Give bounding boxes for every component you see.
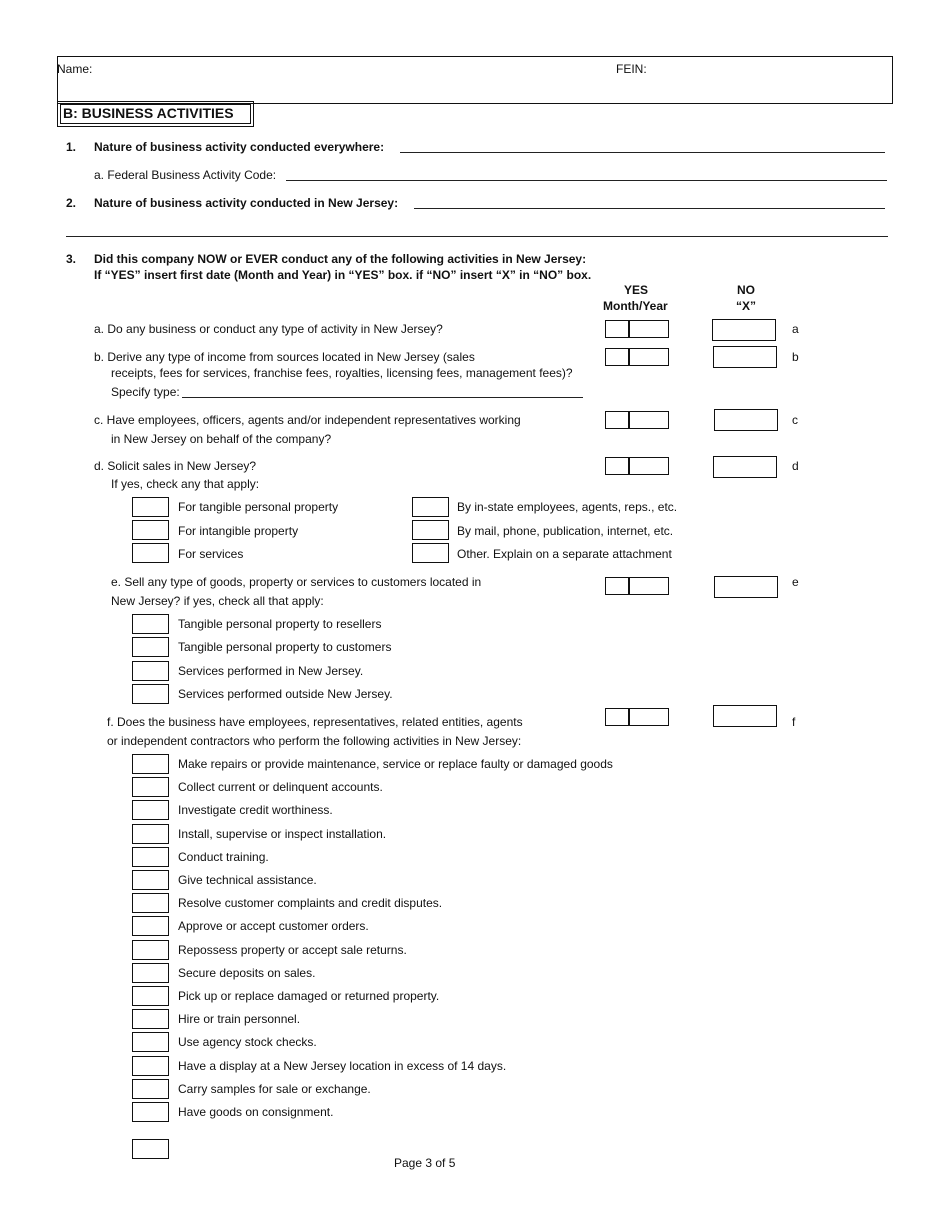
q3f-line1: f. Does the business have employees, representatives, related entities, agents (107, 715, 523, 729)
q3f-option-label: Have goods on consignment. (178, 1105, 334, 1119)
q3e-checkbox[interactable] (132, 614, 169, 634)
q3b-line1: b. Derive any type of income from sources located in New Jersey (sales (94, 350, 475, 364)
q3c-line2: in New Jersey on behalf of the company? (111, 432, 332, 446)
q3f-option-label: Use agency stock checks. (178, 1035, 317, 1050)
q3f-checkbox[interactable] (132, 1056, 169, 1076)
yes-column-header: YES (624, 283, 649, 297)
q3f-checkbox[interactable] (132, 824, 169, 844)
q3a-no-box[interactable] (712, 319, 776, 341)
q3a-yes-date-box[interactable] (605, 320, 669, 338)
q1a-answer-line[interactable] (286, 180, 887, 181)
no-column-subheader: “X” (736, 299, 757, 313)
q3d-option-label: Other. Explain on a separate attachment (457, 547, 672, 561)
q3b-specify-line[interactable] (182, 397, 583, 398)
q3e-yes-date-box[interactable] (605, 577, 669, 595)
q3e-checkbox[interactable] (132, 684, 169, 704)
q3f-checkbox[interactable] (132, 940, 169, 960)
q3a-letter: a (792, 322, 799, 336)
q3-line2: If “YES” insert first date (Month and Year) in “YES” box. if “NO” insert “X” in “NO” box. (94, 268, 592, 282)
fein-field[interactable] (652, 60, 888, 100)
name-field[interactable] (100, 60, 600, 100)
q3e-option-label: Services performed outside New Jersey. (178, 686, 393, 701)
q2-answer-line[interactable] (414, 208, 885, 209)
q3f-checkbox[interactable] (132, 916, 169, 936)
q3-line1: Did this company NOW or EVER conduct any of the following activities in New Jersey: (94, 252, 587, 266)
q3f-line2: or independent contractors who perform the following activities in New Jersey: (107, 734, 522, 748)
q3f-checkbox[interactable] (132, 1102, 169, 1122)
q3f-checkbox[interactable] (132, 777, 169, 797)
page-number: Page 3 of 5 (394, 1156, 456, 1170)
q3b-yes-date-box[interactable] (605, 348, 669, 366)
yes-column-subheader: Month/Year (603, 299, 668, 313)
q3d-option-label: By mail, phone, publication, internet, etc. (457, 524, 674, 538)
q3f-option-label: Pick up or replace damaged or returned property. (178, 989, 440, 1003)
q3f-checkbox[interactable] (132, 1009, 169, 1029)
q3c-letter: c (792, 413, 798, 427)
q3f-checkbox[interactable] (132, 847, 169, 867)
q3f-yes-date-box[interactable] (605, 708, 669, 726)
q3e-option-label: Services performed in New Jersey. (178, 663, 364, 678)
q3f-option-label: Carry samples for sale or exchange. (178, 1081, 371, 1096)
name-label: Name: (57, 62, 93, 76)
q3b-no-box[interactable] (713, 346, 777, 368)
fein-label: FEIN: (616, 62, 647, 76)
q3f-checkbox[interactable] (132, 870, 169, 890)
q3f-letter: f (792, 715, 796, 729)
section-title: B: BUSINESS ACTIVITIES (63, 105, 234, 121)
q3d-line1: d. Solicit sales in New Jersey? (94, 459, 257, 473)
q3c-line1: c. Have employees, officers, agents and/or independent representatives working (94, 413, 521, 427)
q3f-option-label: Resolve customer complaints and credit disputes. (178, 896, 443, 911)
q3f-option-label: Install, supervise or inspect installation. (178, 826, 387, 841)
q3e-no-box[interactable] (714, 576, 778, 598)
q3a-text: a. Do any business or conduct any type of activity in New Jersey? (94, 322, 443, 336)
q3b-letter: b (792, 350, 799, 364)
q3d-checkbox-mail[interactable] (412, 520, 449, 540)
q1a-text: a. Federal Business Activity Code: (94, 168, 277, 182)
q3f-option-label: Approve or accept customer orders. (178, 919, 369, 934)
q3d-option-label: For intangible property (178, 524, 299, 538)
q3d-option-label: For services (178, 547, 244, 561)
q3f-option-label: Make repairs or provide maintenance, service or replace faulty or damaged goods (178, 757, 613, 771)
q3f-checkbox[interactable] (132, 963, 169, 983)
q1-text: Nature of business activity conducted everywhere: (94, 140, 385, 154)
q3f-option-label: Repossess property or accept sale returns. (178, 942, 407, 957)
q3d-checkbox-other[interactable] (412, 543, 449, 563)
q3f-option-label: Investigate credit worthiness. (178, 803, 333, 818)
q3e-letter: e (792, 575, 799, 589)
q3c-no-box[interactable] (714, 409, 778, 431)
q2-answer-line-2[interactable] (66, 236, 888, 237)
q3f-checkbox[interactable] (132, 1032, 169, 1052)
q3d-line2: If yes, check any that apply: (111, 477, 260, 491)
q3f-extra-checkbox[interactable] (132, 1139, 169, 1159)
q3d-option-label: By in-state employees, agents, reps., etc. (457, 500, 678, 514)
q3d-checkbox-instate[interactable] (412, 497, 449, 517)
q3e-option-label: Tangible personal property to customers (178, 640, 392, 655)
q3d-checkbox-intangible[interactable] (132, 520, 169, 540)
q3d-yes-date-box[interactable] (605, 457, 669, 475)
q3f-option-label: Conduct training. (178, 849, 269, 864)
q3d-checkbox-tangible[interactable] (132, 497, 169, 517)
q3f-checkbox[interactable] (132, 754, 169, 774)
q3e-checkbox[interactable] (132, 661, 169, 681)
q3b-line3: Specify type: (111, 385, 180, 399)
q3e-option-label: Tangible personal property to resellers (178, 617, 382, 631)
q3e-line1: e. Sell any type of goods, property or services to customers located in (111, 575, 482, 589)
q3f-checkbox[interactable] (132, 800, 169, 820)
q3-number: 3. (66, 252, 77, 266)
q3f-checkbox[interactable] (132, 893, 169, 913)
q3f-option-label: Collect current or delinquent accounts. (178, 780, 383, 795)
q2-text: Nature of business activity conducted in New Jersey: (94, 196, 399, 210)
q3d-letter: d (792, 459, 799, 473)
q3f-option-label: Hire or train personnel. (178, 1012, 301, 1027)
q3f-option-label: Give technical assistance. (178, 873, 317, 887)
q1-number: 1. (66, 140, 77, 154)
q3f-no-box[interactable] (713, 705, 777, 727)
q3f-option-label: Secure deposits on sales. (178, 965, 316, 980)
no-column-header: NO (737, 283, 755, 297)
q3d-option-label: For tangible personal property (178, 500, 339, 514)
q3f-checkbox[interactable] (132, 1079, 169, 1099)
q3e-line2: New Jersey? if yes, check all that apply: (111, 594, 324, 608)
q3d-checkbox-services[interactable] (132, 543, 169, 563)
q3e-checkbox[interactable] (132, 637, 169, 657)
q2-number: 2. (66, 196, 77, 210)
q3f-checkbox[interactable] (132, 986, 169, 1006)
q3c-yes-date-box[interactable] (605, 411, 669, 429)
q3f-option-label: Have a display at a New Jersey location in excess of 14 days. (178, 1058, 507, 1073)
q3d-no-box[interactable] (713, 456, 777, 478)
q1-answer-line[interactable] (400, 152, 885, 153)
q3b-line2: receipts, fees for services, franchise fees, royalties, licensing fees, management fees)? (111, 366, 573, 380)
